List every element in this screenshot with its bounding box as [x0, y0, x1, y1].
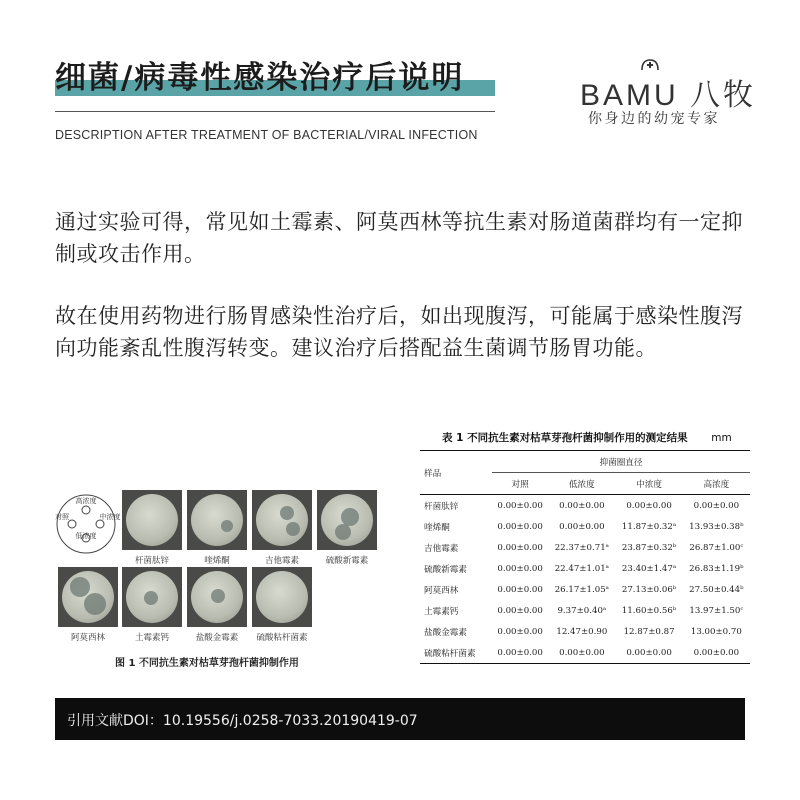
- table-caption: [442, 430, 732, 445]
- table-cell: 26.17±1.05ᵃ: [554, 584, 609, 595]
- table-cell: 23.87±0.32ᵇ: [621, 542, 677, 553]
- table-cell: 硫酸新霉素: [424, 564, 467, 575]
- table-cell: 13.00±0.70: [690, 626, 742, 637]
- table-col-header: 低浓度: [548, 473, 615, 495]
- petri-plate: [252, 567, 312, 627]
- table-cell: 26.87±1.00ᶜ: [689, 542, 744, 553]
- table-cell: 硫酸粘杆菌素: [420, 642, 492, 664]
- table-unit: mm: [711, 432, 732, 444]
- table-cell: 12.47±0.90: [556, 626, 608, 637]
- table-row: [420, 621, 750, 642]
- table-cell: 喹烯酮: [424, 522, 450, 533]
- table-cell: 0.00±0.00: [497, 626, 543, 637]
- table-cell: 0.00±0.00: [559, 500, 605, 511]
- table-cell: 0.00±0.00: [615, 642, 682, 664]
- table-cell: 13.93±0.38ᵇ: [689, 521, 744, 532]
- table-cell: 27.50±0.44ᵇ: [689, 584, 744, 595]
- plate-label: 硫酸粘杆菌素: [256, 633, 308, 643]
- plate-label: 阿莫西林: [70, 633, 105, 643]
- table-caption-text: 表 1 不同抗生素对枯草芽孢杆菌抑制作用的测定结果: [442, 432, 688, 444]
- table-col-header: 对照: [492, 473, 548, 495]
- table-cell: 阿莫西林: [424, 585, 459, 596]
- medical-cross-icon: [640, 58, 660, 70]
- table-cell: 0.00±0.00: [693, 500, 740, 511]
- results-table-block: [420, 430, 750, 660]
- table-cell: 土霉素钙: [424, 606, 459, 617]
- plate-label: 喹烯酮: [204, 556, 230, 566]
- table-cell: 0.00±0.00: [497, 563, 543, 574]
- table-cell: 0.00±0.00: [497, 605, 543, 616]
- table-cell: 12.87±0.87: [623, 626, 675, 637]
- table-row: [420, 516, 750, 537]
- title-divider: [55, 111, 495, 112]
- table-cell: 27.13±0.06ᵇ: [621, 584, 677, 595]
- table-cell: 22.47±1.01ᵃ: [554, 563, 609, 574]
- brand-logo: [578, 58, 757, 128]
- table-cell: 23.40±1.47ᵃ: [621, 563, 677, 574]
- paragraph-2: 故在使用药物进行肠胃感染性治疗后，如出现腹泻，可能属于感染性腹泻向功能紊乱性腹泻转变。建议治疗后搭配益生菌调节肠胃功能。: [55, 304, 743, 360]
- petri-plate: [252, 490, 312, 550]
- table-row: [420, 642, 750, 664]
- table-cell: 11.87±0.32ᵃ: [621, 521, 677, 532]
- diagram-label-high: 高浓度: [75, 497, 97, 505]
- table-cell: 0.00±0.00: [497, 521, 543, 532]
- table-col-header: 中浓度: [615, 473, 682, 495]
- table-row: [420, 495, 750, 517]
- table-cell: 0.00±0.00: [492, 642, 548, 664]
- plate-label: 土霉素钙: [134, 633, 169, 643]
- figure-caption: 图 1 不同抗生素对枯草芽孢杆菌抑制作用: [115, 658, 299, 669]
- table-cell: 9.37±0.40ᵃ: [557, 605, 607, 616]
- table-cell: 0.00±0.00: [497, 584, 543, 595]
- table-cell: 26.83±1.19ᵇ: [689, 563, 744, 574]
- table-cell: 0.00±0.00: [497, 500, 543, 511]
- results-table: [420, 450, 750, 664]
- table-cell: 13.97±1.50ᶜ: [689, 605, 744, 616]
- table-row: [420, 579, 750, 600]
- table-cell: 0.00±0.00: [683, 642, 750, 664]
- table-cell: 盐酸金霉素: [424, 627, 467, 638]
- table-col-header: 高浓度: [683, 473, 750, 495]
- table-cell: 11.60±0.56ᵇ: [621, 605, 677, 616]
- petri-plate: [317, 490, 377, 550]
- diagram-label-mid: 中浓度: [99, 513, 121, 521]
- plate-label: 吉他霉素: [264, 556, 299, 566]
- table-cell: 22.37±0.71ᵃ: [554, 542, 609, 553]
- brand-tagline: 你身边的幼宠专家: [588, 111, 720, 127]
- petri-plate: [122, 490, 182, 550]
- table-row: [420, 537, 750, 558]
- table-group-header: 抑菌圈直径: [492, 451, 750, 473]
- plate-label: 硫酸新霉素: [325, 556, 369, 566]
- petri-plate: [187, 567, 247, 627]
- paragraph-1: 通过实验可得，常见如土霉素、阿莫西林等抗生素对肠道菌群均有一定抑制或攻击作用。: [55, 210, 743, 266]
- table-cell: 吉他霉素: [424, 543, 459, 554]
- table-row-header: 样品: [420, 451, 492, 495]
- diagram-label-low: 低浓度: [75, 532, 97, 540]
- brand-wordmark: BAMU 八牧: [580, 79, 757, 112]
- petri-plate: [187, 490, 247, 550]
- plate-label: 杆菌肽锌: [134, 556, 169, 566]
- citation-text: 引用文献DOI：10.19556/j.0258-7033.20190419-07: [67, 713, 418, 729]
- table-cell: 0.00±0.00: [626, 500, 672, 511]
- table-cell: 0.00±0.00: [559, 521, 605, 532]
- petri-dish-figure: [55, 485, 380, 670]
- page-subtitle: DESCRIPTION AFTER TREATMENT OF BACTERIAL/VIRAL INFECTION: [55, 128, 478, 142]
- citation-footer: [55, 698, 745, 740]
- diagram-label-control: 对照: [55, 513, 69, 521]
- table-cell: 0.00±0.00: [548, 642, 615, 664]
- table-row: [420, 600, 750, 621]
- table-cell: 0.00±0.00: [497, 542, 543, 553]
- table-row: [420, 558, 750, 579]
- page-title: 细菌/病毒性感染治疗后说明: [55, 60, 465, 96]
- petri-plate: [58, 567, 118, 627]
- petri-plate: [122, 567, 182, 627]
- table-cell: 杆菌肽锌: [424, 501, 459, 512]
- plate-label: 盐酸金霉素: [195, 633, 239, 643]
